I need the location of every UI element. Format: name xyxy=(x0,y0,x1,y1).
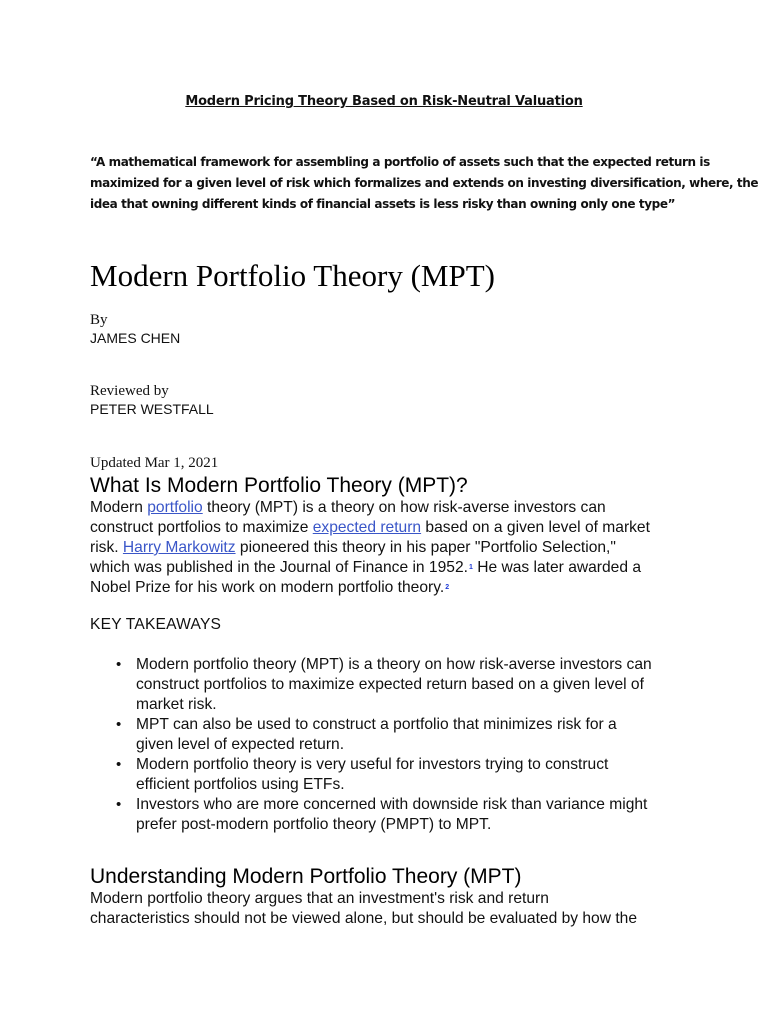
updated-date: Updated Mar 1, 2021 xyxy=(90,455,219,471)
byline-label: By xyxy=(90,312,108,328)
text-run: Modern xyxy=(90,499,148,516)
list-item-line: market risk. xyxy=(136,696,217,713)
list-item-line: prefer post-modern portfolio theory (PMPT) to MPT. xyxy=(136,816,492,833)
bullet-icon: • xyxy=(116,796,122,813)
paragraph-line: characteristics should not be viewed alone, but should be evaluated by how the xyxy=(90,910,637,927)
text-run: theory (MPT) is a theory on how risk-averse investors can xyxy=(202,499,606,516)
paragraph-line xyxy=(90,538,690,558)
harry-markowitz-link[interactable]: Harry Markowitz xyxy=(122,539,236,556)
list-item-line: efficient portfolios using ETFs. xyxy=(136,776,345,793)
list-item xyxy=(90,715,730,755)
list-item xyxy=(90,655,730,715)
portfolio-link[interactable]: portfolio xyxy=(147,499,203,516)
paragraph-line xyxy=(90,518,690,538)
text-run: which was published in the Journal of Finance in 1952. xyxy=(90,559,468,576)
quote-line: maximized for a given level of risk which formalizes and extends on investing diversification, where, the xyxy=(90,176,759,190)
paragraph-line xyxy=(90,578,690,598)
paragraph-line: Modern portfolio theory argues that an investment's risk and return xyxy=(90,890,549,907)
list-item-line: construct portfolios to maximize expected return based on a given level of xyxy=(136,676,644,693)
text-run: construct portfolios to maximize xyxy=(90,519,313,536)
bullet-icon: • xyxy=(116,716,122,733)
paragraph-line xyxy=(90,558,690,578)
list-item-line: Investors who are more concerned with downside risk than variance might xyxy=(136,796,648,813)
document-title: Modern Pricing Theory Based on Risk-Neutral Valuation xyxy=(185,94,583,109)
reviewed-by-label: Reviewed by xyxy=(90,383,169,399)
section-heading-understanding-mpt: Understanding Modern Portfolio Theory (MPT) xyxy=(90,865,522,888)
reference-marker-1[interactable]: 1 xyxy=(468,564,473,571)
quote-line: idea that owning different kinds of financial assets is less risky than owning only one type” xyxy=(90,197,676,211)
expected-return-link[interactable]: expected return xyxy=(312,519,422,536)
list-item-line: Modern portfolio theory (MPT) is a theory on how risk-averse investors can xyxy=(136,656,652,673)
bullet-icon: • xyxy=(116,656,122,673)
text-run: pioneered this theory in his paper "Portfolio Selection," xyxy=(235,539,616,556)
list-item-line: MPT can also be used to construct a portfolio that minimizes risk for a xyxy=(136,716,617,733)
article-headline: Modern Portfolio Theory (MPT) xyxy=(90,258,495,293)
key-takeaways-list xyxy=(90,655,730,835)
paragraph-line xyxy=(90,498,690,518)
section-heading-what-is-mpt: What Is Modern Portfolio Theory (MPT)? xyxy=(90,474,468,497)
quote-line: “A mathematical framework for assembling a portfolio of assets such that the expected return is xyxy=(90,155,710,169)
reviewer-name[interactable]: PETER WESTFALL xyxy=(90,401,214,417)
text-run: based on a given level of market xyxy=(421,519,650,536)
text-run: Nobel Prize for his work on modern portfolio theory. xyxy=(90,579,445,596)
definition-quote xyxy=(90,152,759,215)
list-item xyxy=(90,795,730,835)
intro-paragraph xyxy=(90,498,690,598)
understanding-paragraph xyxy=(90,889,690,929)
list-item-line: given level of expected return. xyxy=(136,736,345,753)
bullet-icon: • xyxy=(116,756,122,773)
reference-marker-2[interactable]: 2 xyxy=(445,584,450,591)
author-name[interactable]: JAMES CHEN xyxy=(90,330,181,346)
key-takeaways-label: KEY TAKEAWAYS xyxy=(90,616,222,633)
list-item xyxy=(90,755,730,795)
text-run: risk. xyxy=(90,539,123,556)
text-run: He was later awarded a xyxy=(472,559,642,576)
list-item-line: Modern portfolio theory is very useful for investors trying to construct xyxy=(136,756,609,773)
